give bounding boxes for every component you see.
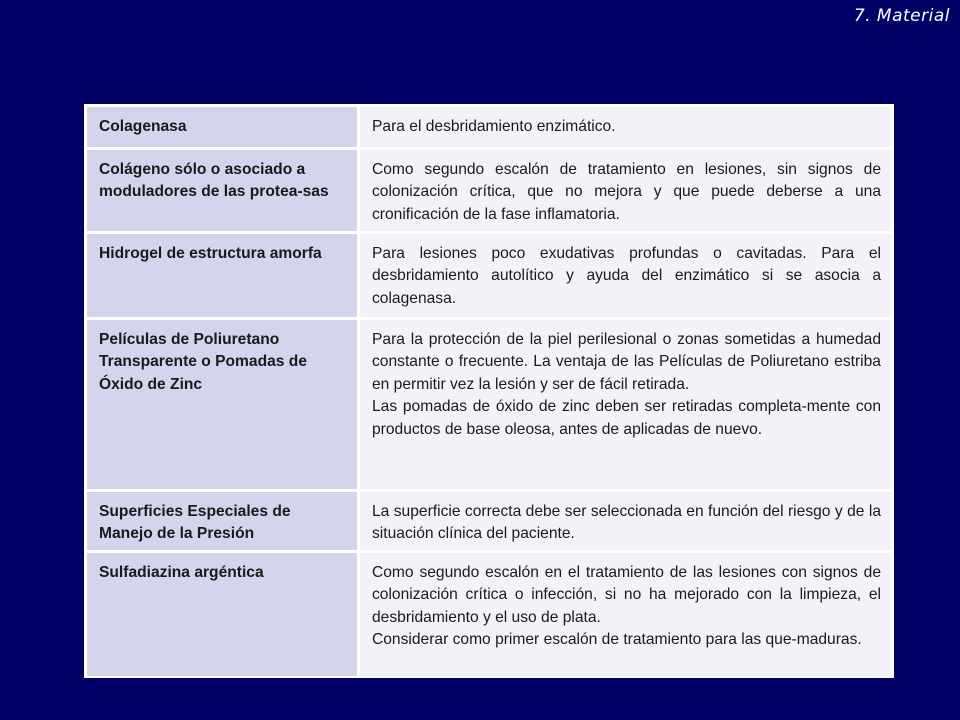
slide-title: 7. Material	[853, 6, 950, 26]
table-row	[87, 551, 891, 676]
description-text: Para lesiones poco exudativas profundas o cavitadas. Para el desbridamiento autolítico y ayuda del enzimático si se asocia a colagenasa.	[372, 244, 881, 307]
description-text: Las pomadas de óxido de zinc deben ser retiradas completa-mente con productos de base oleosa, antes de aplicadas de nuevo.	[372, 398, 881, 438]
term-cell: Colagenasa	[87, 107, 359, 148]
material-table	[84, 104, 894, 678]
term-cell: Películas de Poliuretano Transparente o Pomadas de Óxido de Zinc	[87, 318, 359, 490]
table-row	[87, 107, 891, 148]
description-cell	[359, 107, 892, 148]
description-text: Como segundo escalón en el tratamiento de las lesiones con signos de colonización crítica o infección, si no ha mejorado con la limpieza, el desbridamiento y el uso de plata.	[372, 563, 881, 626]
description-cell	[359, 232, 892, 318]
description-cell	[359, 148, 892, 232]
description-text: La superficie correcta debe ser seleccionada en función del riesgo y de la situación clínica del paciente.	[372, 502, 881, 542]
description-text: Como segundo escalón de tratamiento en lesiones, sin signos de colonización crítica, que no mejora y que puede deberse a una cronificación de la fase inflamatoria.	[372, 160, 881, 223]
description-text: Para el desbridamiento enzimático.	[372, 118, 616, 135]
term-cell: Sulfadiazina argéntica	[87, 551, 359, 676]
description-text: Para la protección de la piel perilesional o zonas sometidas a humedad constante o frecuente. La ventaja de las Películas de Poliuretano estriba en permitir vez la lesión y ser de fácil retirada.	[372, 330, 881, 393]
term-cell: Colágeno sólo o asociado a moduladores de las protea-sas	[87, 148, 359, 232]
material-table-grid	[87, 107, 891, 676]
description-cell	[359, 490, 892, 551]
table-row	[87, 148, 891, 232]
description-cell	[359, 551, 892, 676]
term-cell: Hidrogel de estructura amorfa	[87, 232, 359, 318]
description-text: Considerar como primer escalón de tratamiento para las que-maduras.	[372, 631, 862, 648]
table-row	[87, 490, 891, 551]
table-row	[87, 232, 891, 318]
term-cell: Superficies Especiales de Manejo de la Presión	[87, 490, 359, 551]
description-cell	[359, 318, 892, 490]
table-row	[87, 318, 891, 490]
